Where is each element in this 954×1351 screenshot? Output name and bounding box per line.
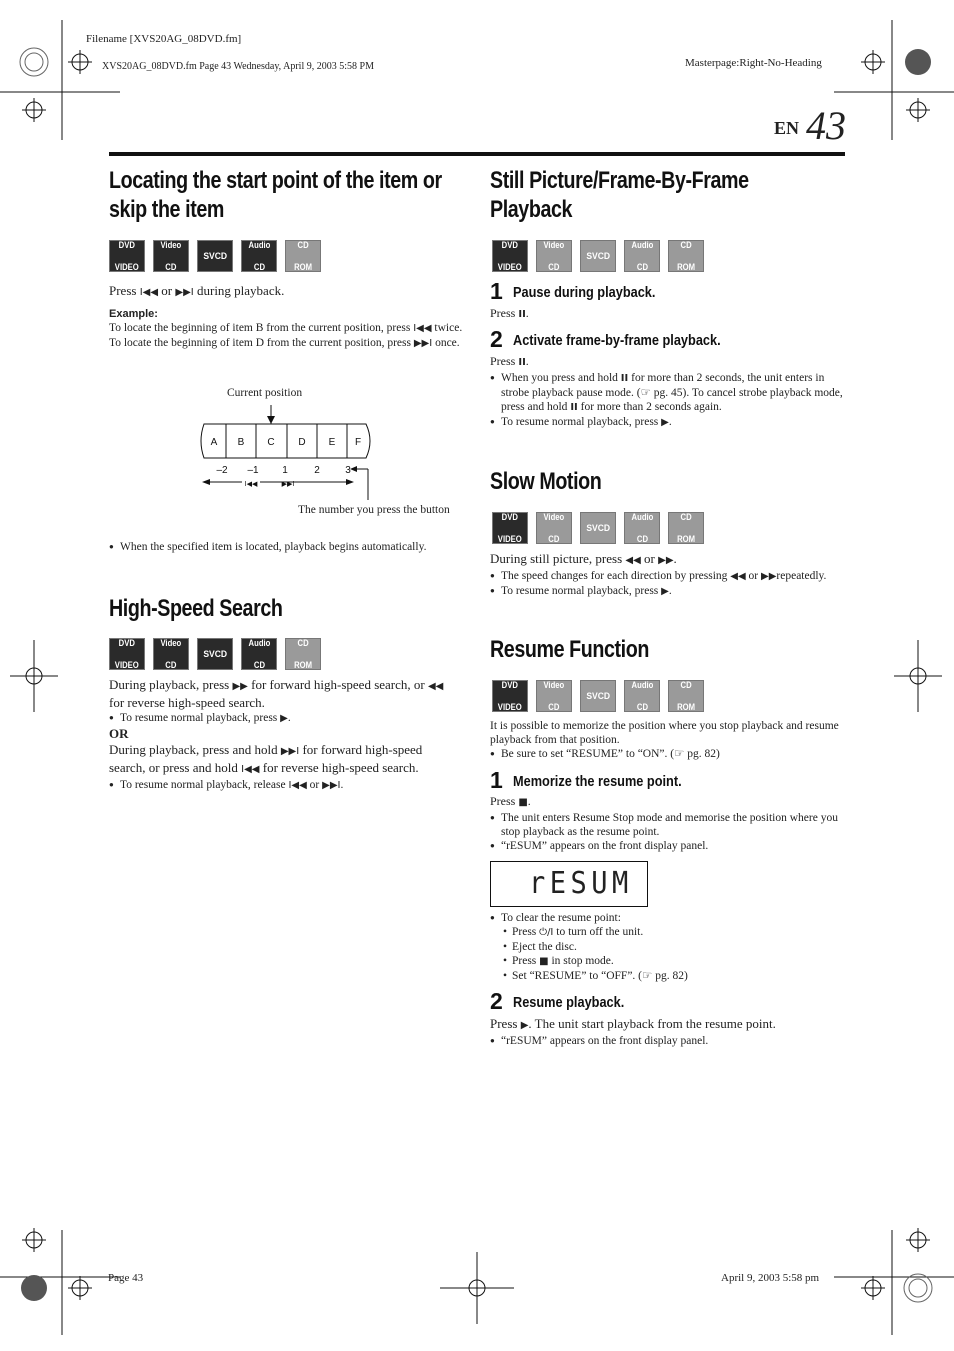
cd-rom-icon: CD ROM [285, 638, 321, 670]
svcd-icon: SVCD [580, 240, 616, 272]
pause-icon: II [518, 309, 526, 320]
svcd-icon: SVCD [197, 240, 233, 272]
dvd-video-icon: DVD VIDEO [492, 240, 528, 272]
prev-icon: I◀◀ [241, 764, 260, 775]
header-filename: Filename [XVS20AG_08DVD.fm] [86, 33, 242, 45]
diagram-number: 3 [345, 465, 351, 476]
diagram-item: E [328, 437, 336, 448]
footer-page: Page 43 [108, 1272, 144, 1284]
page-number: 43 [806, 103, 846, 148]
video-cd-icon: Video CD [536, 680, 572, 712]
rewind-icon: ◀◀ [730, 571, 746, 582]
dvd-video-icon: DVD VIDEO [109, 638, 145, 670]
resume-step1-body: Press ■. ● The unit enters Resume Stop mode and memorise the position where you stop playback as the resume point. ● “rESUM” appears on the front display panel. [490, 794, 846, 853]
reference-icon: ☞ [674, 748, 685, 760]
audio-cd-icon: Audio CD [241, 240, 277, 272]
play-icon: ▶ [280, 713, 288, 724]
prev-icon: I◀◀ [139, 287, 159, 298]
highspeed-body: During playback, press ▶▶ for forward high-speed search, or ◀◀ for reverse high-speed search. ● To resume normal playback, press ▶. OR During playback, press and hold ▶▶I for forward high-speed search, or press and hold I◀◀ for reverse high-speed search. ● To resume normal playback, release I◀◀ or ▶▶I. [109, 677, 459, 793]
pause-icon: II [620, 372, 629, 384]
disc-icons-highspeed [109, 638, 321, 670]
prev-icon: I◀◀ [413, 323, 432, 334]
locating-instruction: Press I◀◀ or ▶▶I during playback. [109, 283, 285, 298]
next-icon: ▶▶I [281, 481, 295, 488]
still-step2-number: 2 [490, 326, 503, 352]
diagram-number: 1 [282, 465, 288, 476]
prev-icon: I◀◀ [288, 780, 307, 791]
next-icon: ▶▶I [322, 780, 341, 791]
cd-rom-icon: CD ROM [668, 512, 704, 544]
fast-forward-icon: ▶▶ [232, 681, 248, 692]
highspeed-title: High-Speed Search [109, 595, 283, 622]
video-cd-icon: Video CD [536, 512, 572, 544]
svcd-icon: SVCD [580, 680, 616, 712]
next-icon: ▶▶I [175, 287, 194, 298]
diagram-item: A [210, 437, 218, 448]
next-icon: ▶▶I [413, 338, 433, 349]
disc-icons-locating [109, 240, 321, 272]
diagram-button-caption: The number you press the button [298, 504, 450, 516]
svcd-icon: SVCD [580, 512, 616, 544]
still-step2-body: Press II. ● When you press and hold II for more than 2 seconds, the unit enters in strobe playback pause mode. (☞ pg. 45). To cancel strobe playback mode, press and hold II for more than 2 seconds again. ● To resume normal playback, press ▶. [490, 354, 846, 430]
slow-title: Slow Motion [490, 468, 602, 495]
dvd-video-icon: DVD VIDEO [492, 512, 528, 544]
resume-title: Resume Function [490, 636, 649, 663]
resume-clear-list: ● To clear the resume point: • Press ⏻/I to turn off the unit. • Eject the disc. • Press ■ in stop mode. • Set “RESUME” to “OFF”. (☞ pg. 82) [490, 911, 846, 983]
pause-icon: II [570, 401, 578, 413]
dvd-video-icon: DVD VIDEO [492, 680, 528, 712]
cd-rom-icon: CD ROM [668, 240, 704, 272]
display-readout: rESUM [529, 866, 633, 901]
stop-icon: ■ [518, 797, 528, 808]
resume-step2-body: Press ▶. The unit start playback from the resume point. ● “rESUM” appears on the front display panel. [490, 1016, 846, 1048]
still-step2-title: Activate frame-by-frame playback. [513, 332, 721, 349]
cd-rom-icon: CD ROM [285, 240, 321, 272]
play-icon: ▶ [661, 586, 669, 597]
diagram-number: –1 [247, 465, 259, 476]
power-icon: ⏻/I [539, 927, 554, 938]
play-icon: ▶ [661, 416, 669, 428]
fast-forward-icon: ▶▶ [761, 571, 777, 582]
reference-icon: ☞ [642, 970, 653, 982]
audio-cd-icon: Audio CD [624, 680, 660, 712]
video-cd-icon: Video CD [153, 638, 189, 670]
disc-icons-still [492, 240, 704, 272]
disc-icons-slow [492, 512, 704, 544]
still-step1-text: Press II. [490, 306, 529, 320]
resume-intro: It is possible to memorize the position where you stop playback and resume playback from that position. ● Be sure to set “RESUME” to “ON”. (☞ pg. 82) [490, 719, 846, 761]
pause-icon: II [518, 357, 526, 368]
audio-cd-icon: Audio CD [241, 638, 277, 670]
prev-icon: I◀◀ [244, 481, 258, 488]
diagram-item: F [354, 437, 362, 448]
audio-cd-icon: Audio CD [624, 512, 660, 544]
disc-icons-resume [492, 680, 704, 712]
resume-step1-title: Memorize the resume point. [513, 773, 682, 790]
resume-step2-number: 2 [490, 988, 503, 1014]
rewind-icon: ◀◀ [427, 681, 444, 692]
dvd-video-icon: DVD VIDEO [109, 240, 145, 272]
item-diagram [190, 400, 380, 500]
locating-title: Locating the start point of the item or skip the item [109, 167, 442, 223]
diagram-item: D [298, 437, 306, 448]
resume-step2-title: Resume playback. [513, 994, 625, 1011]
fast-forward-icon: ▶▶ [658, 555, 674, 566]
rewind-icon: ◀◀ [625, 555, 641, 566]
svcd-icon: SVCD [197, 638, 233, 670]
next-icon: ▶▶I [280, 746, 300, 757]
still-title: Still Picture/Frame-By-Frame Playback [490, 167, 749, 223]
stop-icon: ■ [539, 956, 549, 967]
diagram-item: C [267, 437, 275, 448]
play-icon: ▶ [520, 1020, 529, 1031]
locating-example: Example: To locate the beginning of item B from the current position, press I◀◀ twice. To locate the beginning of item D from the current position, press ▶▶I once. [109, 308, 463, 349]
footer-date: April 9, 2003 5:58 pm [721, 1272, 820, 1284]
audio-cd-icon: Audio CD [624, 240, 660, 272]
diagram-number: 2 [314, 465, 320, 476]
top-rule [109, 152, 845, 156]
front-display-panel [490, 861, 648, 907]
video-cd-icon: Video CD [153, 240, 189, 272]
diagram-number: –2 [216, 465, 228, 476]
video-cd-icon: Video CD [536, 240, 572, 272]
reference-icon: ☞ [640, 386, 651, 399]
still-step1-number: 1 [490, 278, 503, 304]
diagram-current-position: Current position [227, 387, 303, 399]
resume-step1-number: 1 [490, 767, 503, 793]
slow-body: During still picture, press ◀◀ or ▶▶. ● The speed changes for each direction by pressing ◀◀ or ▶▶repeatedly. ● To resume normal playback, press ▶. [490, 551, 846, 599]
diagram-item: B [237, 437, 245, 448]
still-step1-title: Pause during playback. [513, 284, 656, 301]
cd-rom-icon: CD ROM [668, 680, 704, 712]
language-code: EN [774, 118, 800, 138]
header-fileinfo: XVS20AG_08DVD.fm Page 43 Wednesday, April 9, 2003 5:58 PM [102, 61, 374, 72]
header-masterpage: Masterpage:Right-No-Heading [685, 57, 822, 69]
locating-bullet: ● When the specified item is located, playback begins automatically. [109, 540, 450, 554]
